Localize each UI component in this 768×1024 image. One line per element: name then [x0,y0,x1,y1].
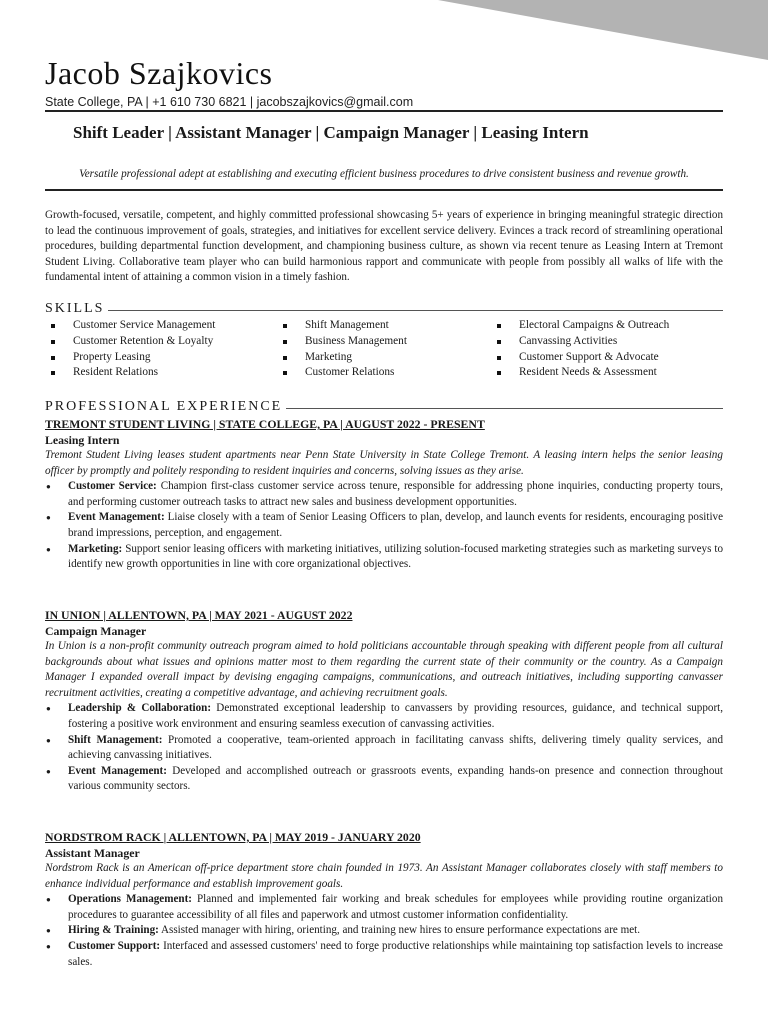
bullet-label: Marketing: [68,542,123,555]
job-bullet [45,510,723,541]
skills-column [491,318,669,381]
header-divider [45,110,723,112]
bullet-label: Event Management: [68,764,167,777]
bullet-text: Assisted manager with hiring, orienting, and training new hires to ensure performance expectations are met. [158,924,641,937]
job-bullet [45,479,723,510]
skill-item: Resident Needs & Assessment [491,365,669,381]
job-bullets [45,892,723,970]
skill-item: Resident Relations [45,365,277,381]
bullet-text: Developed and accomplished outreach or grassroots events, expanding hands-on presence and connection throughout various community sectors. [68,764,724,793]
bullet-label: Shift Management: [68,733,163,746]
bullet-label: Customer Service: [68,480,157,493]
summary: Growth-focused, versatile, competent, and highly committed professional showcasing 5+ years of experience in bringing meaningful strategic direction to lead the continuous improvement of goals, strategies, and initiatives for excellent service delivery. Evinces a track record of streamlining operational procedures, building departmental function development, and championing business culture, as shown via recent tenure as Leasing Intern at Tremont Student Living. Collaborative team player who can build harmonious rapport and communicate with people from possibly all walks of life with the fundamental intent of attaining a common vision in a timely fashion. [45,209,723,284]
skill-item: Electoral Campaigns & Outreach [491,318,669,334]
job-heading: IN UNION | ALLENTOWN, PA | MAY 2021 - AUGUST 2022 [45,608,353,622]
bullet-text: Planned and implemented fair working and break schedules for employees while providing routine organization procedures to guarantee accessibility of all files and paperwork and utmost customer information confidentiality. [68,893,723,921]
bullet-text: Support senior leasing officers with marketing initiatives, utilizing solution-focused marketing strategies such as marketing surveys to identify new growth opportunities in line with core organizational objectives. [68,542,723,571]
skills-section-title [45,301,723,317]
bullet-label: Event Management: [68,511,165,524]
skills-column [45,318,277,381]
skill-item: Business Management [277,334,491,350]
job-heading: NORDSTROM RACK | ALLENTOWN, PA | MAY 2019 - JANUARY 2020 [45,830,421,844]
bullet-label: Operations Management: [68,893,192,906]
experience-rule [286,408,723,409]
job-bullets [45,701,723,795]
job-role: Campaign Manager [45,624,147,638]
tagline: Versatile professional adept at establishing and executing efficient business procedures to drive consistent business and revenue growth. [79,168,689,180]
bullet-label: Hiring & Training: [68,924,159,937]
skills-list [45,318,723,381]
skill-item: Marketing [277,350,491,366]
skill-item: Shift Management [277,318,491,334]
job-heading: TREMONT STUDENT LIVING | STATE COLLEGE, PA | AUGUST 2022 - PRESENT [45,417,485,431]
bullet-text: Interfaced and assessed customers' need to forge productive relationships while maintaining top satisfaction levels to increase sales. [68,939,723,968]
skills-rule [108,310,723,311]
job-description: Nordstrom Rack is an American off-price department store chain founded in 1973. An Assistant Manager collaborates closely with staff members to enhance individual performance and establish improvement goals. [45,862,723,890]
bullet-label: Customer Support: [68,939,161,952]
skill-item: Canvassing Activities [491,334,669,350]
job-bullet [45,701,723,732]
skill-item: Customer Relations [277,365,491,381]
job-bullet [45,542,723,573]
candidate-name: Jacob Szajkovics [45,55,273,91]
bullet-text: Promoted a cooperative, team-oriented approach in facilitating canvass shifts, delivering timely quality services, and achieving canvassing initiatives. [68,733,724,762]
job-entry [45,608,723,795]
experience-section-title [45,399,723,415]
corner-decoration [438,0,768,60]
job-bullets [45,479,723,573]
job-role: Assistant Manager [45,846,140,860]
bullet-label: Leadership & Collaboration: [68,702,212,715]
skill-item: Customer Service Management [45,318,277,334]
job-entry [45,417,723,573]
skills-heading: SKILLS [45,301,105,316]
skill-item: Customer Support & Advocate [491,350,669,366]
bullet-text: Champion first-class customer service across tenure, responsible for addressing phone inquiries, conducting property tours, and performing customer outreach tasks to attract new sales and business development opportunities. [68,480,723,508]
tagline-divider [45,189,723,191]
job-bullet [45,939,723,970]
bullet-text: Demonstrated exceptional leadership to canvassers by providing resources, guidance, and technical support, fostering a positive work environment and ensuring seamless execution of canvassing activities. [68,702,723,730]
skill-item: Property Leasing [45,350,277,366]
job-description: Tremont Student Living leases student apartments near Penn State University in State College Tremont. A leasing intern helps the senior leasing officer by promptly and politely responding to resident inquiries and concerns, solving issues as they arise. [45,449,723,477]
headline: Shift Leader | Assistant Manager | Campaign Manager | Leasing Intern [73,123,589,142]
job-bullet [45,764,723,795]
contact-line: State College, PA | +1 610 730 6821 | jacobszajkovics@gmail.com [45,95,414,109]
experience-heading: PROFESSIONAL EXPERIENCE [45,399,283,414]
job-role: Leasing Intern [45,433,120,447]
skills-column [277,318,491,381]
job-bullet [45,892,723,923]
skill-item: Customer Retention & Loyalty [45,334,277,350]
job-bullet [45,733,723,764]
bullet-text: Liaise closely with a team of Senior Leasing Officers to plan, develop, and launch events for residents, encouraging positive brand impressions, perception, and engagement. [68,511,723,539]
job-description: In Union is a non-profit community outreach program aimed to hold politicians accountable through speaking with different people from all cultural backgrounds about what issues and opinions matter most to them regarding the current state of their community or the country. As a Campaign Manager I expanded overall impact by devising engaging campaigns, communications, and outreach initiatives, including supporting canvasser recruitment activities, creating a competitive advantage, and achieving recruitment goals. [45,640,723,699]
job-entry [45,830,723,970]
job-bullet [45,923,723,939]
